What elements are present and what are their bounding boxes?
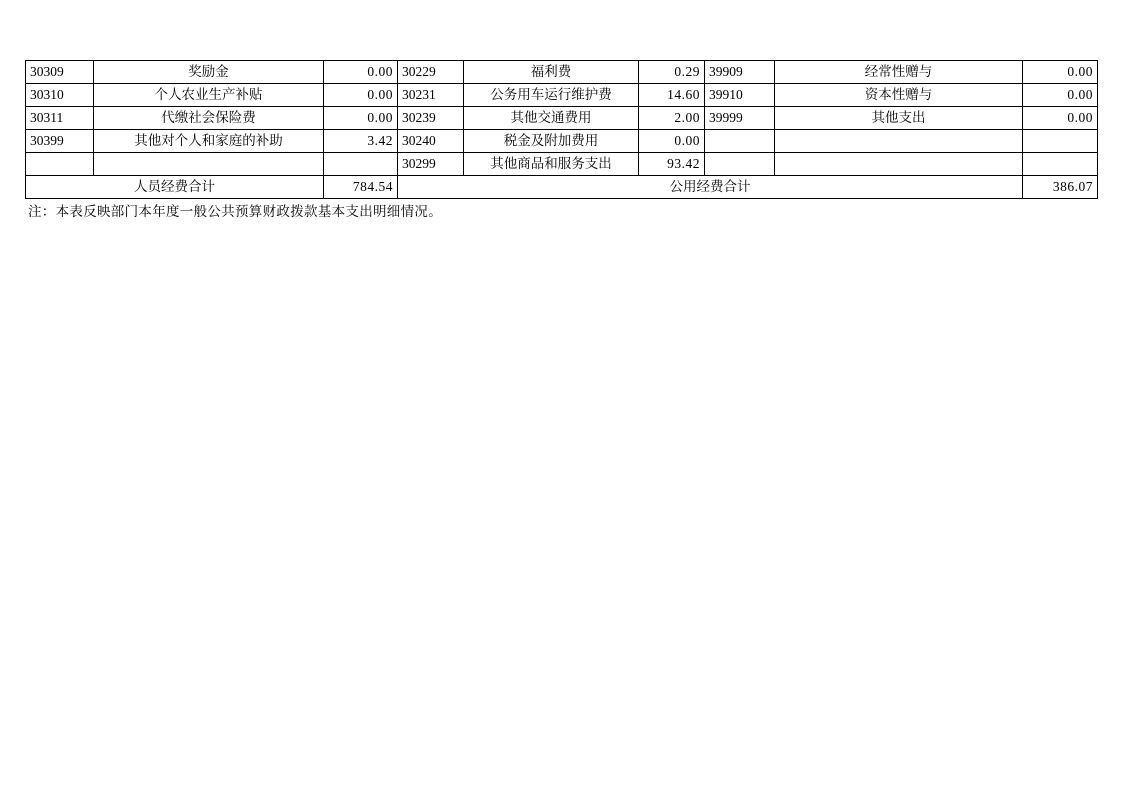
row-left-name: 个人农业生产补贴 <box>94 84 324 107</box>
row-left-amount: 3.42 <box>324 130 398 153</box>
row-right-name: 经常性赠与 <box>775 61 1023 84</box>
public-total-amount: 386.07 <box>1023 176 1098 199</box>
personnel-total-label: 人员经费合计 <box>26 176 324 199</box>
row-right-name <box>775 130 1023 153</box>
row-left-code: 30310 <box>26 84 94 107</box>
row-middle-amount: 2.00 <box>639 107 705 130</box>
row-middle-name: 其他交通费用 <box>464 107 639 130</box>
row-left-name: 其他对个人和家庭的补助 <box>94 130 324 153</box>
row-right-amount <box>1023 153 1098 176</box>
table-row <box>26 153 1098 176</box>
table-row <box>26 61 1098 84</box>
table-row <box>26 84 1098 107</box>
row-middle-name: 税金及附加费用 <box>464 130 639 153</box>
row-right-amount: 0.00 <box>1023 61 1098 84</box>
budget-detail-table <box>25 60 1098 199</box>
table-row <box>26 107 1098 130</box>
row-right-amount <box>1023 130 1098 153</box>
row-middle-code: 30231 <box>398 84 464 107</box>
row-middle-code: 30239 <box>398 107 464 130</box>
row-right-name: 其他支出 <box>775 107 1023 130</box>
row-middle-amount: 0.29 <box>639 61 705 84</box>
row-middle-name: 福利费 <box>464 61 639 84</box>
table-note: 注：本表反映部门本年度一般公共预算财政拨款基本支出明细情况。 <box>28 204 442 219</box>
budget-table-container <box>25 60 1097 199</box>
row-right-name <box>775 153 1023 176</box>
row-middle-code: 30299 <box>398 153 464 176</box>
table-total-row <box>26 176 1098 199</box>
personnel-total-amount: 784.54 <box>324 176 398 199</box>
row-left-code: 30399 <box>26 130 94 153</box>
row-left-name: 奖励金 <box>94 61 324 84</box>
row-left-name: 代缴社会保险费 <box>94 107 324 130</box>
row-left-amount: 0.00 <box>324 107 398 130</box>
row-right-code <box>705 130 775 153</box>
table-row <box>26 130 1098 153</box>
row-middle-amount: 14.60 <box>639 84 705 107</box>
row-middle-code: 30240 <box>398 130 464 153</box>
row-left-code <box>26 153 94 176</box>
row-right-amount: 0.00 <box>1023 84 1098 107</box>
row-left-amount <box>324 153 398 176</box>
public-total-label: 公用经费合计 <box>398 176 1023 199</box>
row-left-code: 30309 <box>26 61 94 84</box>
row-middle-code: 30229 <box>398 61 464 84</box>
row-right-name: 资本性赠与 <box>775 84 1023 107</box>
row-left-code: 30311 <box>26 107 94 130</box>
row-middle-amount: 93.42 <box>639 153 705 176</box>
row-right-code: 39910 <box>705 84 775 107</box>
row-middle-name: 公务用车运行维护费 <box>464 84 639 107</box>
row-left-amount: 0.00 <box>324 84 398 107</box>
row-right-amount: 0.00 <box>1023 107 1098 130</box>
row-right-code: 39909 <box>705 61 775 84</box>
row-right-code: 39999 <box>705 107 775 130</box>
row-middle-name: 其他商品和服务支出 <box>464 153 639 176</box>
row-left-name <box>94 153 324 176</box>
row-left-amount: 0.00 <box>324 61 398 84</box>
row-middle-amount: 0.00 <box>639 130 705 153</box>
row-right-code <box>705 153 775 176</box>
